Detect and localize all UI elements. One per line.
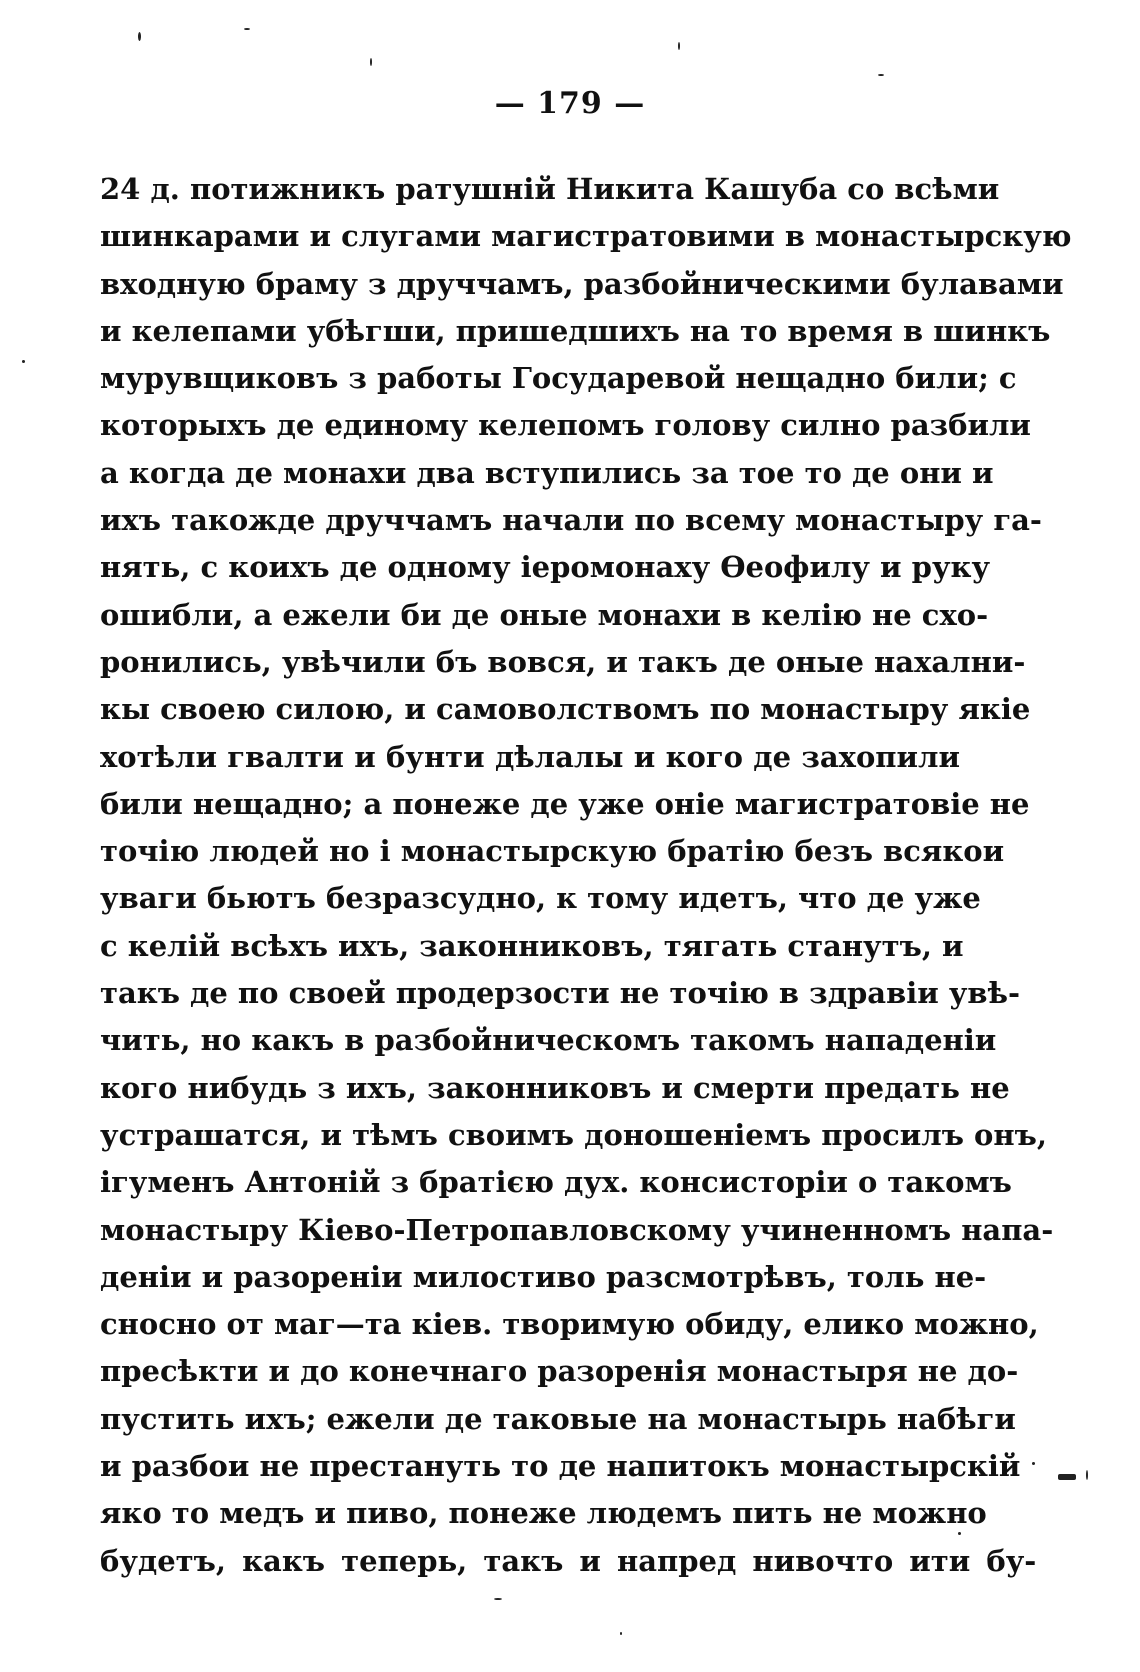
text-line: нять, с коихъ де одному іеромонаху Ѳеофилу и руку: [100, 550, 991, 585]
text-line: хотѣли гвалти и бунти дѣлалы и кого де захопили: [100, 739, 960, 774]
text-line: пресѣкти и до конечнаго разоренія монастыря не до-: [100, 1354, 1019, 1389]
scan-speck: [678, 42, 680, 50]
text-line: били нещадно; а понеже де уже оніе магистратовіе не: [100, 786, 1030, 821]
scan-speck: [244, 28, 250, 30]
scan-speck: [370, 58, 372, 66]
scan-speck: [1058, 1474, 1076, 1480]
text-line: пустить ихъ; ежели де таковые на монастырь набѣги: [100, 1401, 1016, 1436]
text-line: кы своею силою, и самоволствомъ по монастыру якіе: [100, 692, 1031, 727]
text-line: мурувщиковъ з работы Государевой нещадно били; с: [100, 361, 1017, 396]
text-line: ошибли, а ежели би де оные монахи в келію не схо-: [100, 597, 989, 632]
text-line: шинкарами и слугами магистратовими в монастырскую: [100, 219, 1072, 254]
text-line: сносно от маг—та кіев. творимую обиду, елико можно,: [100, 1307, 1039, 1342]
text-line: устрашатся, и тѣмъ своимъ доношеніемъ просилъ онъ,: [100, 1117, 1047, 1152]
text-line: монастыру Кіево-Петропавловскому учиненномъ напа-: [100, 1212, 1054, 1247]
text-line: точію людей но і монастырскую братію безъ всякои: [100, 834, 1005, 869]
text-line: которыхъ де единому келепомъ голову силно разбили: [100, 408, 1031, 443]
page-number: — 179 —: [494, 86, 646, 121]
body-text: [100, 166, 1072, 1585]
scan-speck: [1032, 1462, 1035, 1465]
text-line: ихъ такожде друччамъ начали по всему монастыру га-: [100, 503, 1042, 538]
text-line: и келепами убѣгши, пришедшихъ на то время в шинкъ: [100, 313, 1051, 348]
text-line: яко то медъ и пиво, понеже людемъ пить не можно: [100, 1496, 987, 1531]
text-line: 24 д. потижникъ ратушній Никита Кашуба со всѣми: [100, 172, 1000, 206]
scan-speck: [878, 74, 884, 76]
text-line: ронились, увѣчили бъ вовся, и такъ де оные нахални-: [100, 644, 1026, 679]
text-line: деніи и разореніи милостиво разсмотрѣвъ, толь не-: [100, 1259, 987, 1294]
text-line: такъ де по своей продерзости не точію в здравіи увѣ-: [100, 976, 1020, 1011]
scan-speck: [22, 360, 25, 363]
text-line: будетъ, какъ теперь, такъ и напред нивочто ити бу-: [100, 1543, 1037, 1578]
scan-speck: [958, 1532, 961, 1535]
text-line: чить, но какъ в разбойническомъ такомъ нападеніи: [100, 1023, 997, 1058]
text-line: кого нибудь з ихъ, законниковъ и смерти предать не: [100, 1070, 1010, 1105]
text-line: входную браму з друччамъ, разбойническими булавами: [100, 266, 1064, 301]
scan-speck: [1086, 1470, 1088, 1480]
scan-speck: [620, 1632, 622, 1635]
text-line: с келій всѣхъ ихъ, законниковъ, тягать станутъ, и: [100, 928, 964, 963]
text-line: и разбои не престануть то де напитокъ монастырскій: [100, 1449, 1021, 1484]
text-line: ігуменъ Антоній з братією дух. консисторіи о такомъ: [100, 1165, 1012, 1200]
text-line: уваги бьютъ безразсудно, к тому идетъ, что де уже: [100, 881, 981, 916]
scan-speck: [138, 32, 141, 41]
text-line: а когда де монахи два вступились за тое то де они и: [100, 455, 994, 490]
scan-speck: [494, 1598, 502, 1600]
